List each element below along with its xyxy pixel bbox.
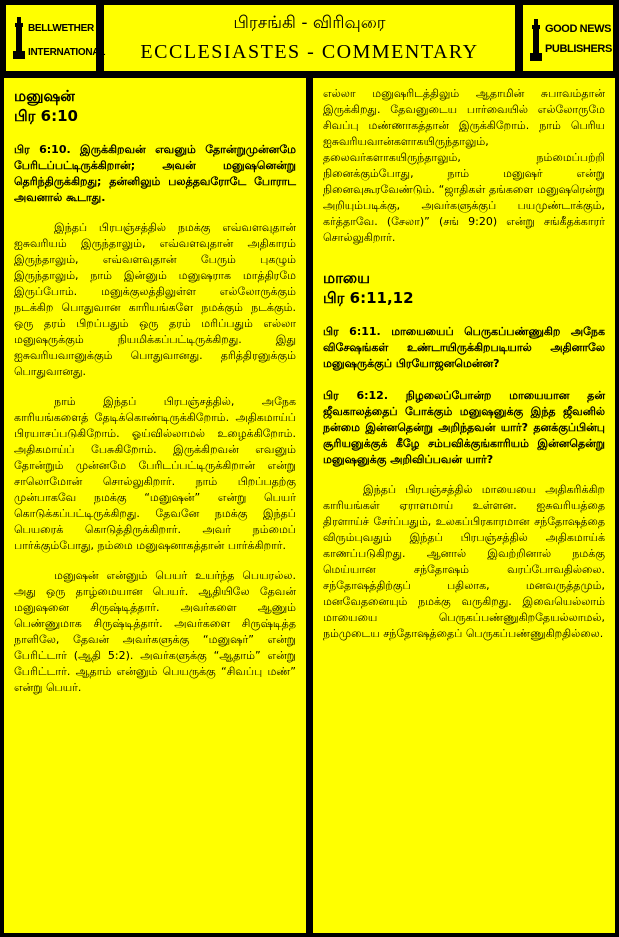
good-news-logo: [521, 3, 615, 73]
paragraph-3: மனுஷன் என்னும் பெயர் உயர்ந்த பெயரல்ல. அது ஒரு தாழ்மையான பெயர். ஆதியிலே தேவன் மனுஷனை சிருஷ்டித்தார். அவர்களை ஆணும் பெண்ணுமாக சிருஷ்டித்தார். அவர்களை சிருஷ்டித்த நாளிலே, தேவன் அவர்களுக்கு “மனுஷர்” என்று பேரிட்டார் (ஆதி 5:2). அவர்களுக்கு “ஆதாம்” என்று பேரிட்டார். ஆதாம் என்னும் பெயருக்கு “சிவப்பு மண்” என்று பெயர்.: [14, 569, 296, 694]
tower-logo-icon: [12, 17, 26, 59]
verse-6-11: பிர 6:11. மாயையைப் பெருகப்பண்ணுகிற அநேக விசேஷங்கள் உண்டாயிருக்கிறபடியால் அதினாலே மனுஷருக்குப் பிரயோஜனமென்ன?: [323, 325, 605, 370]
continuation-paragraph: எல்லா மனுஷரிடத்திலும் ஆதாமின் சுபாவம்தான் இருக்கிறது. தேவனுடைய பார்வையில் எல்லோருமே சிவப்பு மண்ணாகத்தான் இருக்கிறோம். நாம் பெரிய ஐசுவரியவான்களாகயிருந்தாலும், தலைவர்களாகயிருந்தாலும், நம்மைப்பற்றி நினைக்கும்போது, நாம் மனுஷர் என்று நினைவுகூரவேண்டும். “ஜாதிகள் தங்களை மனுஷரென்று அறியும்படிக்கு, அவர்களுக்குப் பயமுண்டாக்கும், கர்த்தாவே. (சேலா)” (சங் 9:20) என்று சங்கீதக்காரர் சொல்லுகிறார்.: [323, 87, 605, 244]
title-box: [102, 3, 517, 73]
paragraph-1: இந்தப் பிரபஞ்சத்தில் நமக்கு எவ்வளவுதான் ஐசுவரியம் இருந்தாலும், எவ்வளவுதான் அதிகாரம் இருந்தாலும், எவ்வளவுதான் பேரும் புகழும் இருந்தாலும், நாம் இன்னும் மனுஷராக மாத்திரமே இருப்போம். மனுக்குலத்திலுள்ள எல்லோருக்கும் நடக்கிற பொதுவான காரியங்களே நமக்கும் நடக்கும். ஒரு தரம் பிறப்பதும் ஒரு தரம் மரிப்பதும் எல்லா மனுஷருக்கும் நியமிக்கப்பட்டிருக்கிறது. இது ஐசுவரியவானுக்கும் பொதுவானது. தரித்திரனுக்கும் பொதுவானது.: [14, 221, 296, 378]
section-title-manushan: மனுஷன்: [14, 87, 75, 105]
title-tamil: பிரசங்கி - விரிவுரை: [233, 13, 386, 33]
title-english: ECCLESIASTES - COMMENTARY: [140, 41, 479, 63]
paragraph-2: நாம் இந்தப் பிரபஞ்சத்தில், அநேக காரியங்களைத் தேடிக்கொண்டிருக்கிறோம். அதிகமாய்ப் பிரயாசப்படுகிறோம். ஓய்வில்லாமல் உழைக்கிறோம். அதிகமாய்ப் பேசுகிறோம். இருக்கிறவன் எவனும் தோன்றும் முன்னமே பேரிடப்பட்டிருக்கிறான் என்று சாலொமோன் சொல்லுகிறார். நாம் பிறப்பதற்கு முன்பாகவே நமக்கு “மனுஷன்” என்று பெயர் கொடுக்கப்பட்டிருக்கிறது. தேவனே நமக்கு இந்தப் பெயரைக் கொடுத்திருக்கிறார். அவர் நம்மைப் பார்க்கும்போது, நம்மை மனுஷனாகத்தான் பார்க்கிறார்.: [14, 395, 296, 552]
section-reference-6-11-12: பிர 6:11,12: [323, 289, 414, 307]
left-logo-line1: BELLWETHER: [28, 23, 94, 34]
left-column: [4, 78, 306, 933]
right-logo-line2: PUBLISHERS: [545, 43, 612, 55]
verse-6-10: பிர 6:10. இருக்கிறவன் எவனும் தோன்றுமுன்னமே பேரிடப்பட்டிருக்கிறான்; அவன் மனுஷனென்று தெரிந்திருக்கிறது; தன்னிலும் பலத்தவரோடே போராட அவனால் கூடாது.: [14, 143, 296, 204]
verse-6-12: பிர 6:12. நிழலைப்போன்ற மாயையான தன் ஜீவகாலத்தைப் போக்கும் மனுஷனுக்கு இந்த ஜீவனில் நன்மை இன்னதென்று அறிந்தவன் யார்? தனக்குப்பின்பு சூரியனுக்குக் கீழே சம்பவிக்குங்காரியம் இன்னதென்று மனுஷனுக்கு அறிவிப்பவன் யார்?: [323, 389, 605, 466]
section-title-maayai: மாயை: [323, 269, 370, 287]
header: [4, 3, 615, 73]
left-logo-line2: INTERNATIONAL: [28, 47, 106, 58]
bellwether-logo: [4, 3, 106, 73]
section-reference-6-10: பிர 6:10: [14, 107, 78, 125]
paragraph-maayai: இந்தப் பிரபஞ்சத்தில் மாயையை அதிகரிக்கிற காரியங்கள் ஏராளமாய் உள்ளன. ஐசுவரியத்தை திரளாய்ச் சேர்ப்பதும், உலகப்பிரகாரமான சந்தோஷத்தை விரும்புவதும் இந்தப் பிரபஞ்சத்தில் அதிகமாய்க் காணப்படுகிறது. ஆனால் இவற்றினால் நமக்கு மெய்யான சந்தோஷம் வரப்போவதில்லை. சந்தோஷத்திற்குப் பதிலாக, மனவருத்தமும், மனவேதனையும் நமக்கு வருகிறது. இவையெல்லாம் மாயையை பெருகப்பண்ணுகிறதேயல்லாமல், நம்முடைய சந்தோஷத்தைப் பெருகப்பண்ணுகிறதில்லை.: [323, 483, 605, 640]
right-column: [313, 78, 615, 933]
tower-logo-icon: [529, 19, 543, 61]
right-logo-line1: GOOD NEWS: [545, 23, 612, 35]
